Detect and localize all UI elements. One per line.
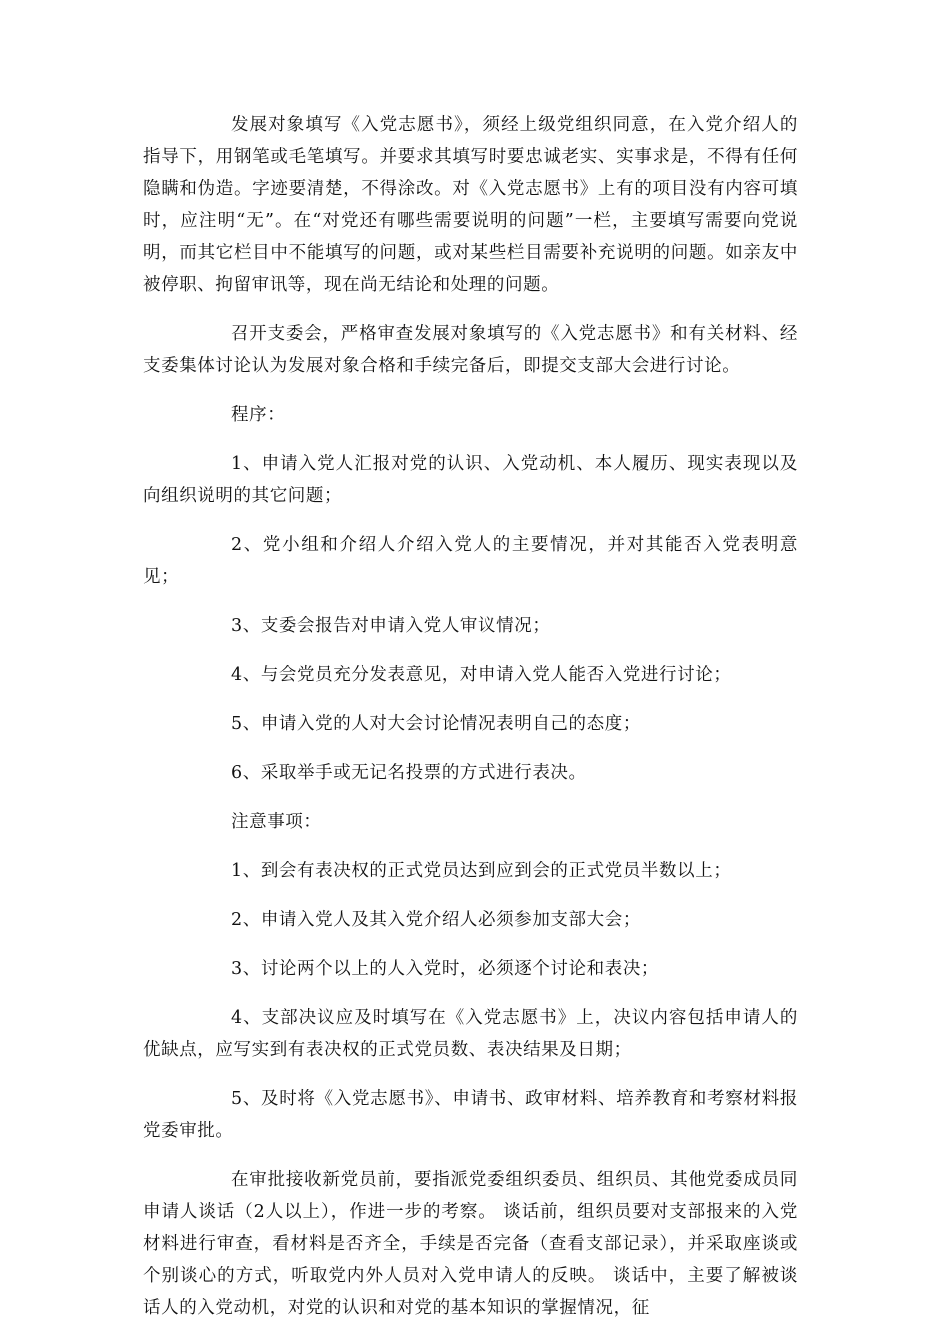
note-item-1: 1、到会有表决权的正式党员达到应到会的正式党员半数以上； xyxy=(231,861,732,881)
procedure-item-4: 4、与会党员充分发表意见，对申请入党人能否入党进行讨论； xyxy=(231,665,732,685)
note-item-5: 5、及时将《入党志愿书》、申请书、政审材料、培养教育和考察材料报党委审批。 xyxy=(143,1089,798,1141)
procedure-item-3: 3、支委会报告对申请入党人审议情况； xyxy=(231,616,551,636)
paragraph-approval-interview: 在审批接收新党员前，要指派党委组织委员、组织员、其他党委成员同申请人谈话（2人以上），作进一步的考察。 谈话前，组织员要对支部报来的入党材料进行审查，看材料是否齐全，手续是否完备（查看支部记录），并采取座谈或个别谈心的方式，听取党内外人员对入党申请人的反映。 谈话中，主要了解被谈话人的入党动机，对党的认识和对党的基本知识的掌握情况，征 xyxy=(143,1170,798,1318)
procedure-item-1: 1、申请入党人汇报对党的认识、入党动机、本人履历、现实表现以及向组织说明的其它问题； xyxy=(143,454,798,506)
procedure-item-6: 6、采取举手或无记名投票的方式进行表决。 xyxy=(231,763,587,783)
note-item-4: 4、支部决议应及时填写在《入党志愿书》上，决议内容包括申请人的优缺点，应写实到有表决权的正式党员数、表决结果及日期； xyxy=(143,1008,798,1060)
paragraph-fill-application: 发展对象填写《入党志愿书》，须经上级党组织同意，在入党介绍人的指导下，用钢笔或毛笔填写。并要求其填写时要忠诚老实、实事求是，不得有任何隐瞒和伪造。字迹要清楚，不得涂改。对《入党志愿书》上有的项目没有内容可填时，应注明“无”。在“对党还有哪些需要说明的问题”一栏，主要填写需要向党说明，而其它栏目中不能填写的问题，或对某些栏目需要补充说明的问题。如亲友中被停职、拘留审讯等，现在尚无结论和处理的问题。 xyxy=(143,115,798,295)
procedure-item-2: 2、党小组和介绍人介绍入党人的主要情况，并对其能否入党表明意见； xyxy=(143,535,798,587)
section-heading-notes: 注意事项： xyxy=(231,812,322,832)
paragraph-branch-committee-review: 召开支委会，严格审查发展对象填写的《入党志愿书》和有关材料、经支委集体讨论认为发展对象合格和手续完备后，即提交支部大会进行讨论。 xyxy=(143,324,798,376)
note-item-3: 3、讨论两个以上的人入党时，必须逐个讨论和表决； xyxy=(231,959,660,979)
document-body xyxy=(143,109,798,1341)
section-heading-procedure: 程序： xyxy=(231,405,286,425)
note-item-2: 2、申请入党人及其入党介绍人必须参加支部大会； xyxy=(231,910,641,930)
procedure-item-5: 5、申请入党的人对大会讨论情况表明自己的态度； xyxy=(231,714,641,734)
